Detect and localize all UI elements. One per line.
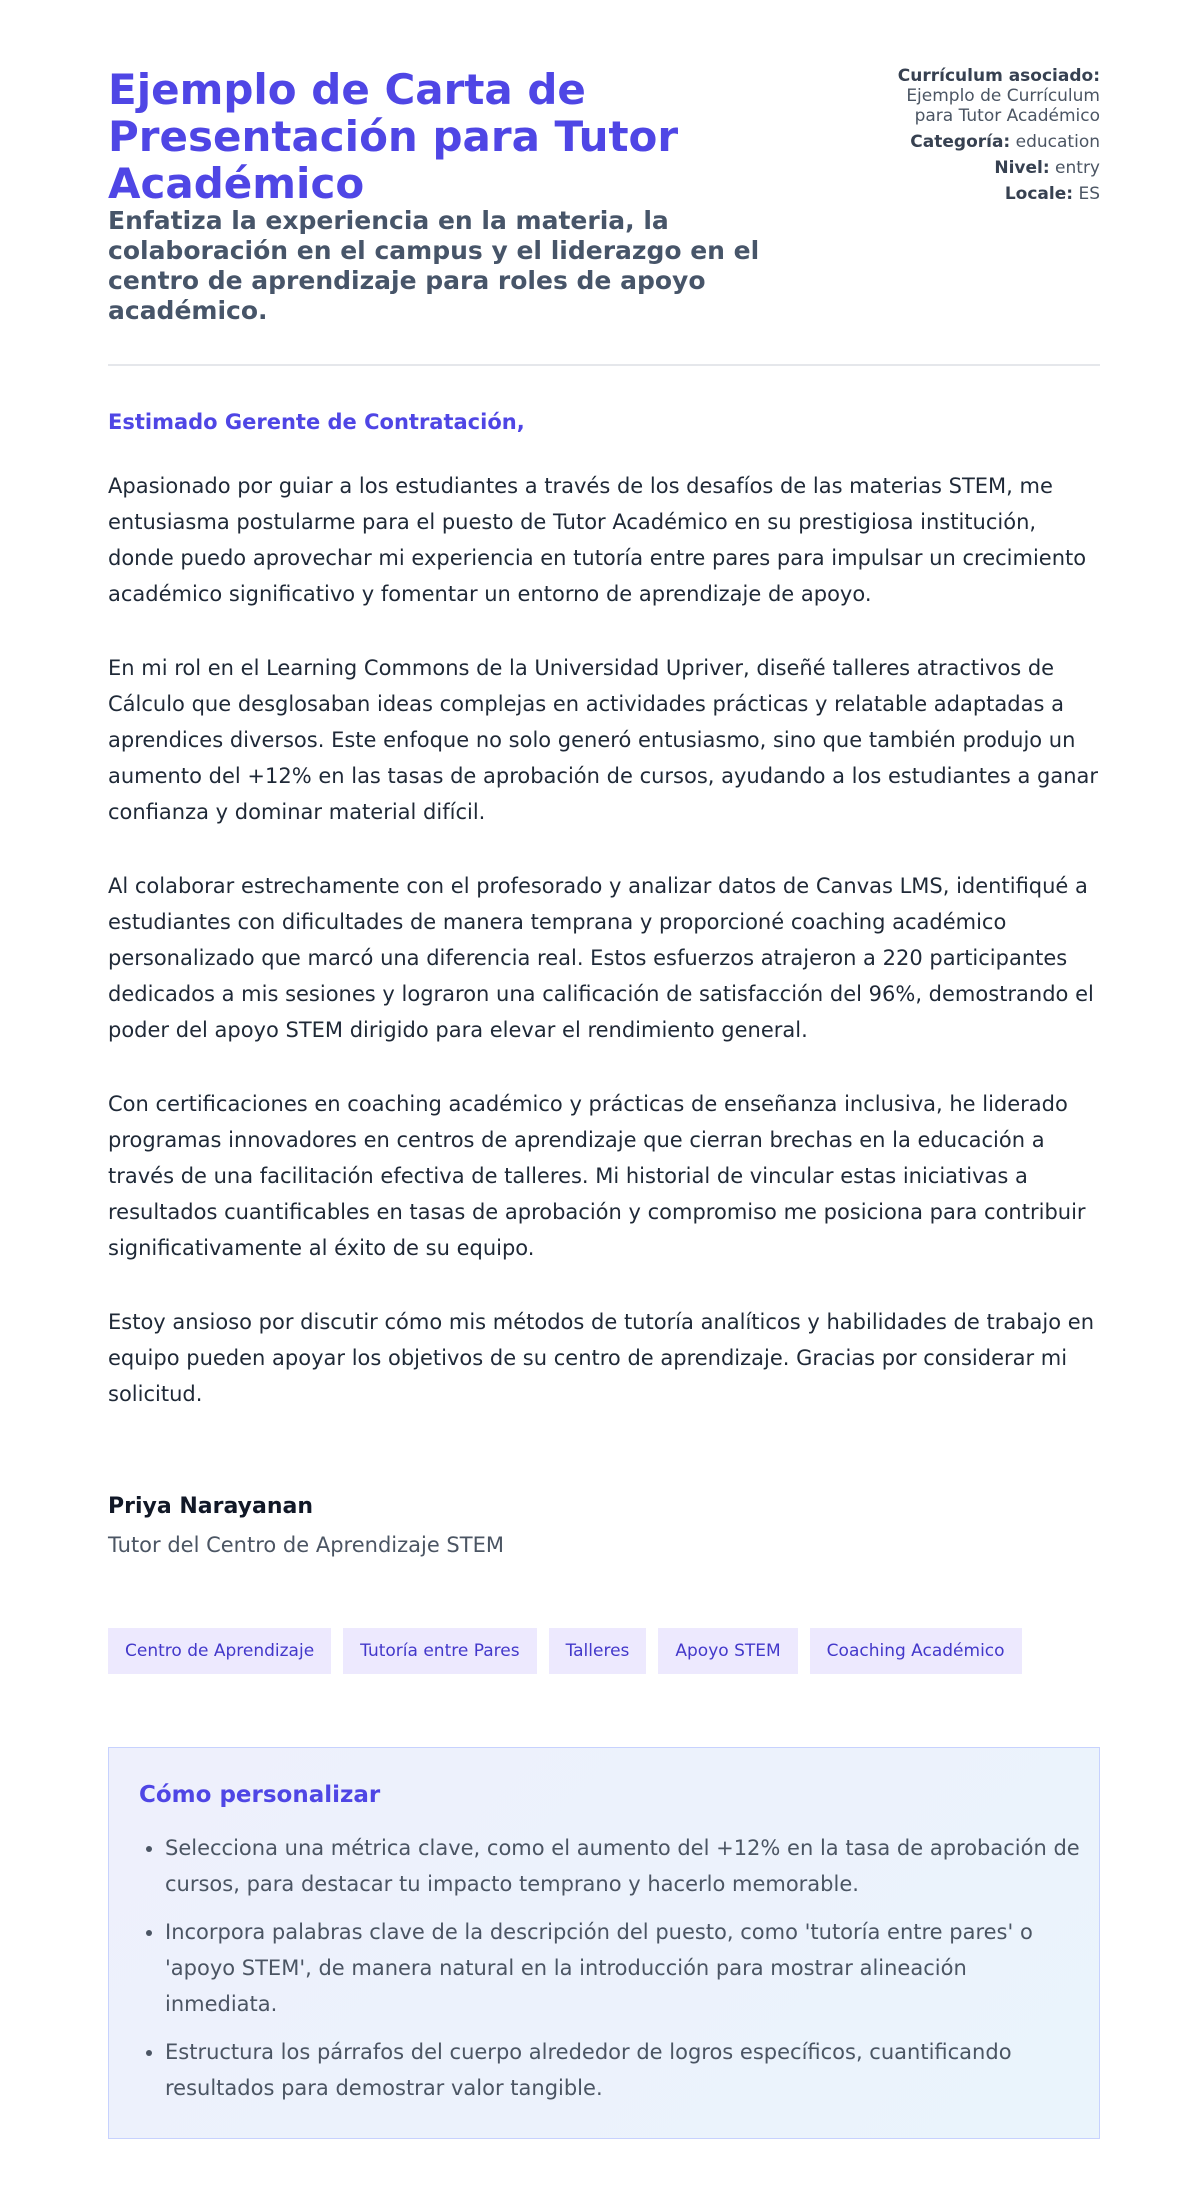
tag-chip: Centro de Aprendizaje	[108, 1628, 331, 1674]
signature-block	[108, 1494, 504, 1557]
letter-paragraph: Con certificaciones en coaching académico y prácticas de enseñanza inclusiva, he liderado programas innovadores en centros de aprendizaje que cierran brechas en la educación a través de una facilitación efectiva de talleres. Mi historial de vincular estas iniciativas a resultados cuantificables en tasas de aprobación y compromiso me posiciona para contribuir significativamente al éxito de su equipo.	[108, 1092, 1086, 1260]
meta-resume-value: Ejemplo de Currículum para Tutor Académico	[906, 86, 1100, 126]
meta-category-value: education	[1015, 132, 1100, 152]
meta-locale-label: Locale:	[1004, 184, 1074, 204]
customization-tips-box	[108, 1747, 1100, 2139]
meta-category	[780, 132, 1100, 152]
tip-item: • Selecciona una métrica clave, como el aumento del +12% en la tasa de aprobación de cursos, para destacar tu impacto temprano y hacerlo memorable.	[165, 1830, 1085, 1902]
tips-list	[139, 1830, 1085, 2118]
signature-name: Priya Narayanan	[108, 1494, 313, 1519]
header	[108, 0, 1100, 366]
meta-locale	[780, 184, 1100, 204]
tips-title: Cómo personalizar	[139, 1782, 381, 1808]
meta-level-value: entry	[1055, 158, 1100, 178]
letter-paragraph: Estoy ansioso por discutir cómo mis métodos de tutoría analíticos y habilidades de trabajo en equipo pueden apoyar los objetivos de su centro de aprendizaje. Gracias por considerar mi solicitud.	[108, 1310, 1095, 1406]
letter-paragraph: Al colaborar estrechamente con el profesorado y analizar datos de Canvas LMS, identifiqué a estudiantes con dificultades de manera temprana y proporcioné coaching académico personalizado que marcó una diferencia real. Estos esfuerzos atrajeron a 220 participantes dedicados a mis sesiones y lograron una calificación de satisfacción del 96%, demostrando el poder del apoyo STEM dirigido para elevar el rendimiento general.	[108, 874, 1094, 1042]
salutation: Estimado Gerente de Contratación,	[108, 410, 525, 434]
cover-letter-page	[108, 0, 1100, 2100]
tag-list	[108, 1628, 1022, 1674]
letter-paragraph: En mi rol en el Learning Commons de la Universidad Upriver, diseñé talleres atractivos de Cálculo que desglosaban ideas complejas en actividades prácticas y relatable adaptadas a aprendices diversos. Este enfoque no solo generó entusiasmo, sino que también produjo un aumento del +12% en las tasas de aprobación de cursos, ayudando a los estudiantes a ganar confianza y dominar material difícil.	[108, 656, 1099, 824]
letter-paragraph: Apasionado por guiar a los estudiantes a través de los desafíos de las materias STEM, me entusiasma postularme para el puesto de Tutor Académico en su prestigiosa institución, donde puedo aprovechar mi experiencia en tutoría entre pares para impulsar un crecimiento académico significativo y fomentar un entorno de aprendizaje de apoyo.	[108, 474, 1087, 606]
tip-item: • Incorpora palabras clave de la descripción del puesto, como 'tutoría entre pares' o 'apoyo STEM', de manera natural en la introducción para mostrar alineación inmediata.	[165, 1914, 1085, 2022]
page-title: Ejemplo de Carta de Presentación para Tutor Académico	[108, 65, 679, 208]
metadata-panel	[780, 66, 1100, 210]
meta-resume	[780, 66, 1100, 126]
letter-body	[108, 468, 1100, 1450]
tag-chip: Apoyo STEM	[658, 1628, 797, 1674]
meta-level-label: Nivel:	[994, 158, 1050, 178]
tag-chip: Tutoría entre Pares	[343, 1628, 536, 1674]
tag-chip: Talleres	[549, 1628, 647, 1674]
meta-level	[780, 158, 1100, 178]
meta-category-label: Categoría:	[910, 132, 1011, 152]
meta-resume-label: Currículum asociado:	[897, 66, 1100, 86]
tag-chip: Coaching Académico	[810, 1628, 1022, 1674]
meta-locale-value: ES	[1078, 184, 1100, 204]
tip-item: • Estructura los párrafos del cuerpo alrededor de logros específicos, cuantificando resultados para demostrar valor tangible.	[165, 2034, 1085, 2106]
signature-role: Tutor del Centro de Aprendizaje STEM	[108, 1533, 504, 1557]
page-subtitle: Enfatiza la experiencia en la materia, la colaboración en el campus y el liderazgo en el centro de aprendizaje para roles de apoyo académico.	[108, 206, 760, 325]
